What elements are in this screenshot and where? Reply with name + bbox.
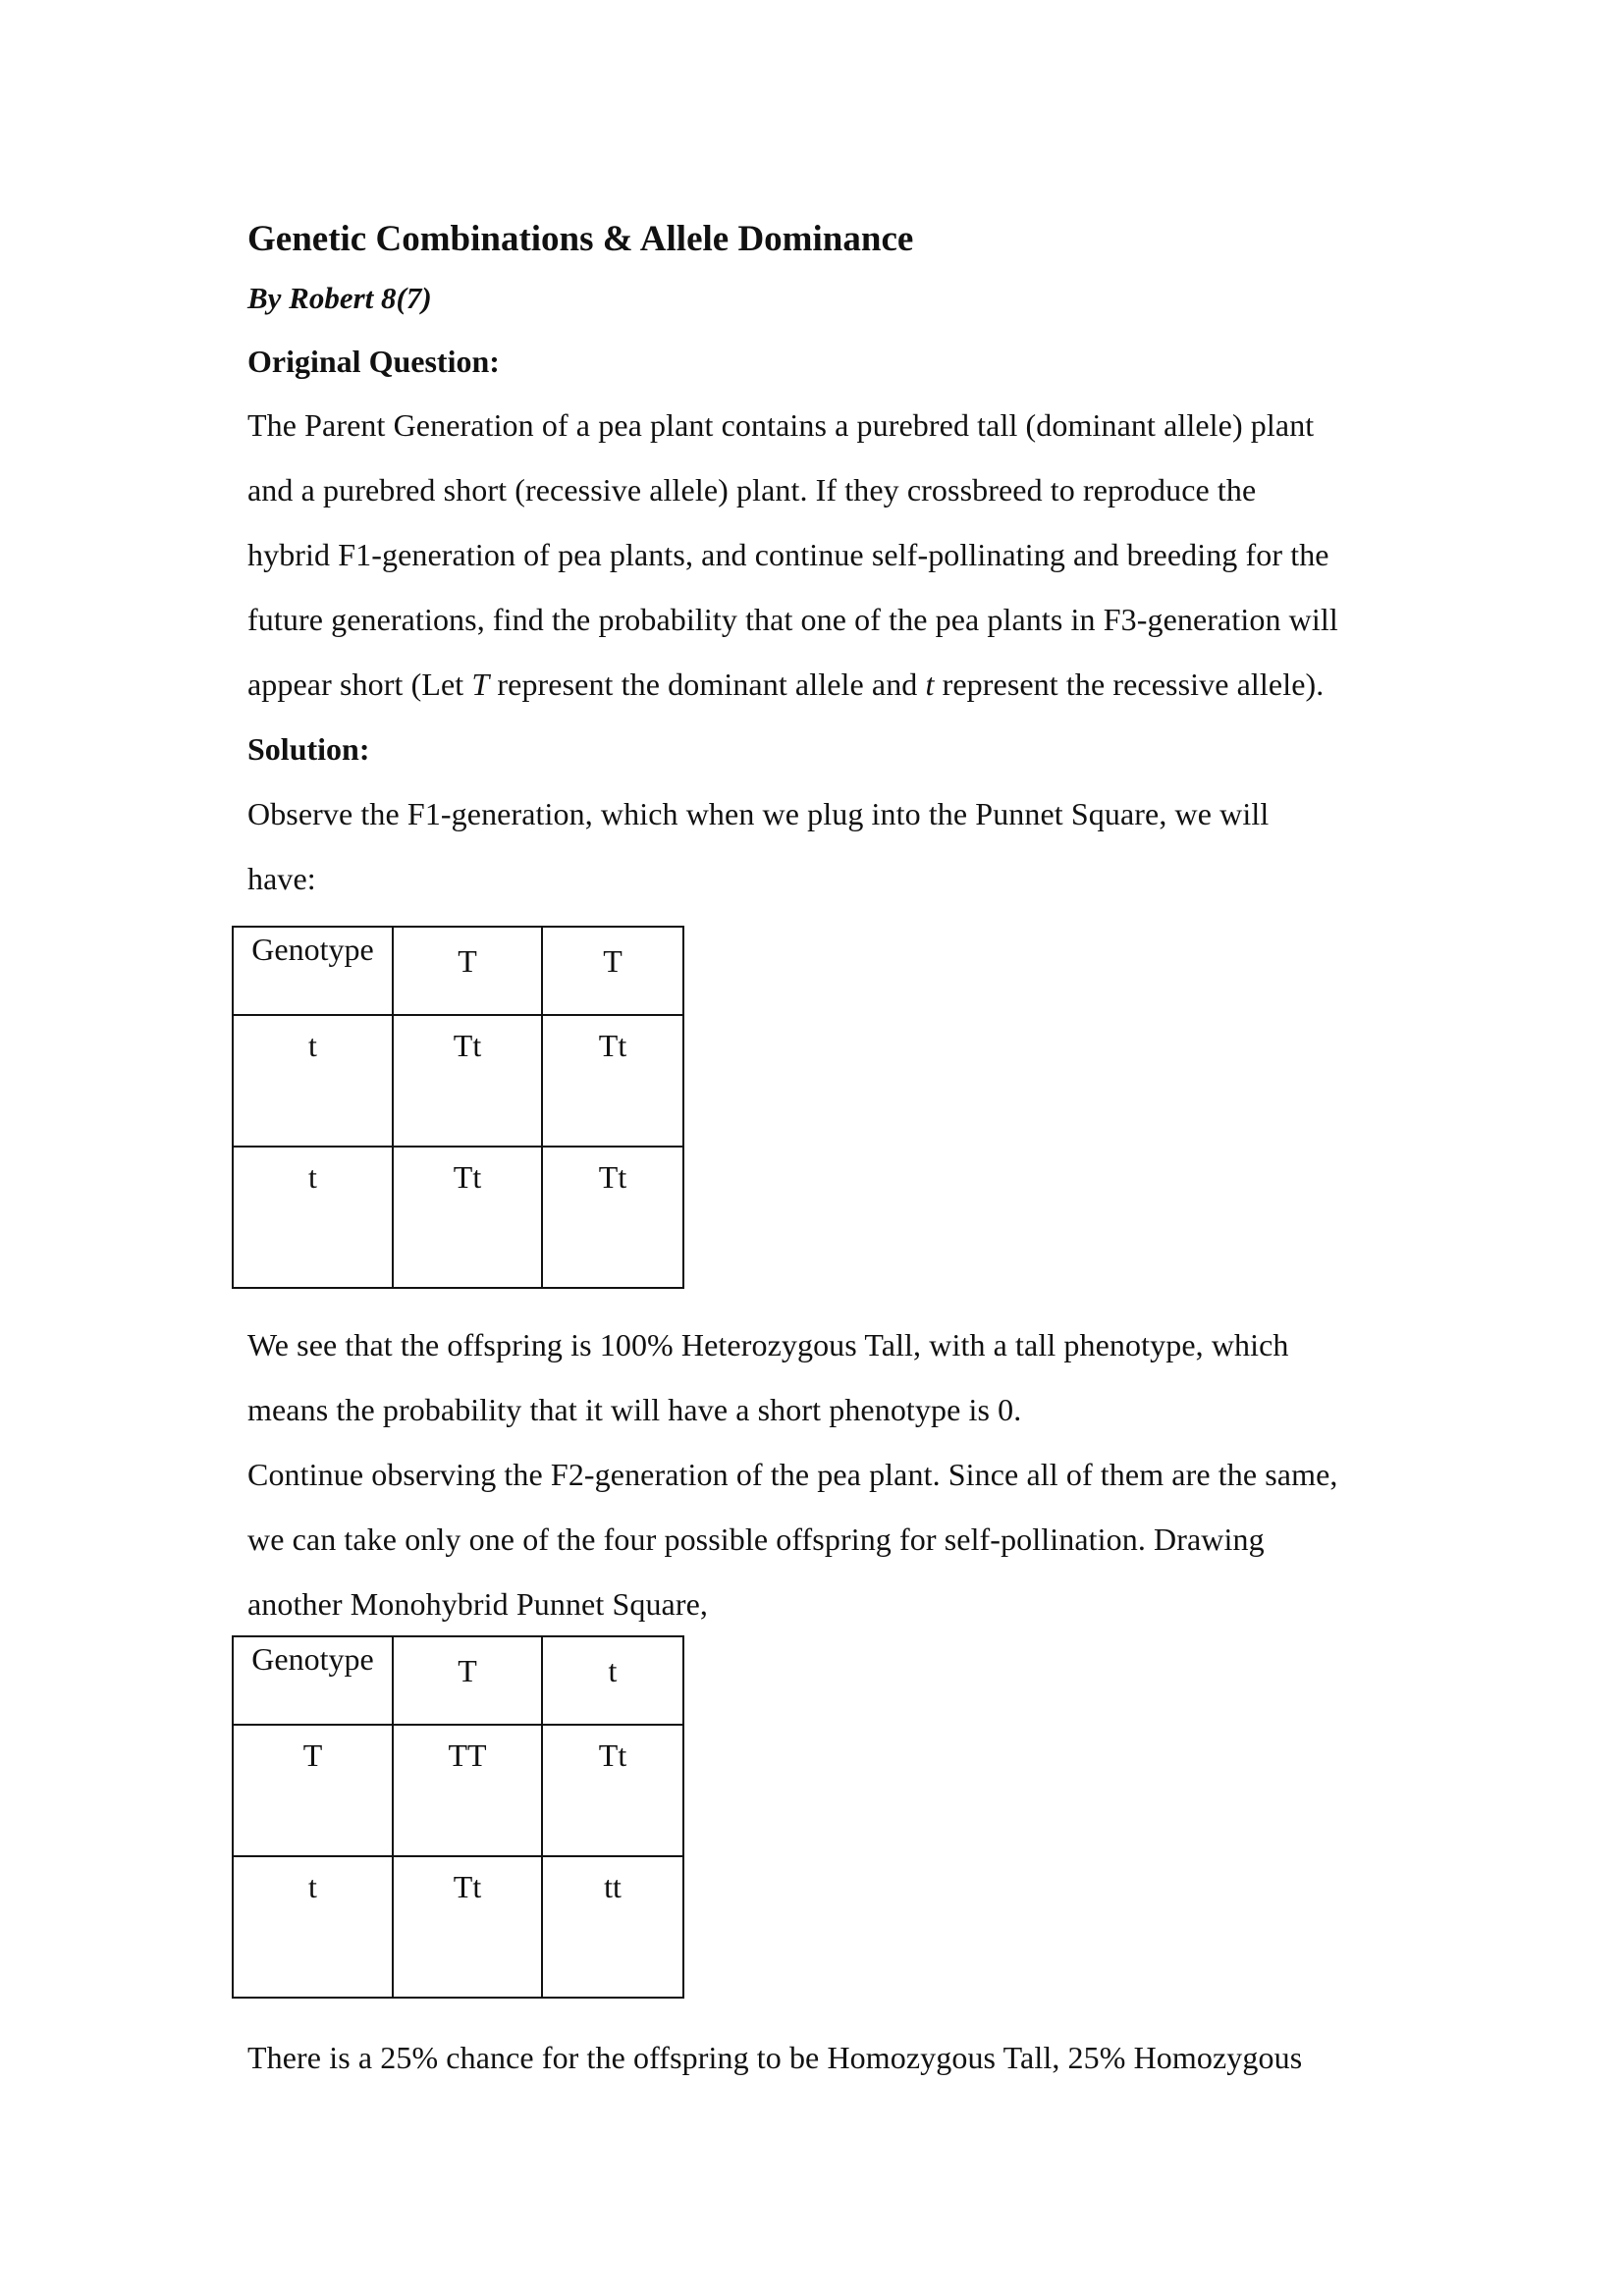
table-cell: Tt — [393, 1147, 542, 1288]
solution-line: another Monohybrid Punnet Square, — [247, 1586, 709, 1622]
author-byline: By Robert 8(7) — [247, 281, 432, 315]
table-cell: Tt — [542, 1725, 683, 1856]
question-line: hybrid F1-generation of pea plants, and continue self-pollinating and breeding for the — [247, 537, 1329, 572]
solution-line: means the probability that it will have a short phenotype is 0. — [247, 1392, 1022, 1427]
punnett-square-f2 — [232, 1635, 684, 1999]
dominant-allele-symbol: T — [471, 667, 490, 702]
table-header-row — [233, 1636, 683, 1725]
solution-line: have: — [247, 861, 316, 896]
table-header-cell: T — [393, 1636, 542, 1725]
question-line: and a purebred short (recessive allele) plant. If they crossbreed to reproduce the — [247, 472, 1257, 507]
table-row — [233, 1147, 683, 1288]
question-line: future generations, find the probability that one of the pea plants in F3-generation will — [247, 602, 1338, 637]
table-row — [233, 1015, 683, 1147]
table-cell: Tt — [542, 1015, 683, 1147]
question-text: appear short (Let — [247, 667, 472, 702]
table-cell: T — [233, 1725, 393, 1856]
table-header-cell: Genotype — [233, 1636, 393, 1725]
recessive-allele-symbol: t — [925, 667, 935, 702]
question-text: represent the recessive allele). — [934, 667, 1325, 702]
solution-line: Observe the F1-generation, which when we plug into the Punnet Square, we will — [247, 796, 1270, 831]
table-row — [233, 1725, 683, 1856]
table-cell: Tt — [542, 1147, 683, 1288]
solution-line: we can take only one of the four possible offspring for self-pollination. Drawing — [247, 1522, 1265, 1557]
solution-line: We see that the offspring is 100% Heterozygous Tall, with a tall phenotype, which — [247, 1327, 1289, 1362]
table-row — [233, 1856, 683, 1998]
punnett-square-f1 — [232, 926, 684, 1289]
table-cell: t — [233, 1147, 393, 1288]
table-cell: tt — [542, 1856, 683, 1998]
table-cell: t — [233, 1856, 393, 1998]
original-question-heading: Original Question: — [247, 344, 500, 379]
question-line: The Parent Generation of a pea plant contains a purebred tall (dominant allele) plant — [247, 407, 1315, 443]
table-header-cell: T — [393, 927, 542, 1015]
table-cell: t — [233, 1015, 393, 1147]
table-header-cell: T — [542, 927, 683, 1015]
question-last-line — [247, 667, 1324, 703]
question-text: represent the dominant allele and — [489, 667, 926, 702]
solution-heading: Solution: — [247, 731, 370, 767]
solution-line: Continue observing the F2-generation of the pea plant. Since all of them are the same, — [247, 1457, 1338, 1492]
closing-line: There is a 25% chance for the offspring to be Homozygous Tall, 25% Homozygous — [247, 2040, 1303, 2075]
table-header-cell: Genotype — [233, 927, 393, 1015]
document-title: Genetic Combinations & Allele Dominance — [247, 219, 914, 259]
table-cell: Tt — [393, 1015, 542, 1147]
table-header-cell: t — [542, 1636, 683, 1725]
table-cell: TT — [393, 1725, 542, 1856]
table-cell: Tt — [393, 1856, 542, 1998]
table-header-row — [233, 927, 683, 1015]
